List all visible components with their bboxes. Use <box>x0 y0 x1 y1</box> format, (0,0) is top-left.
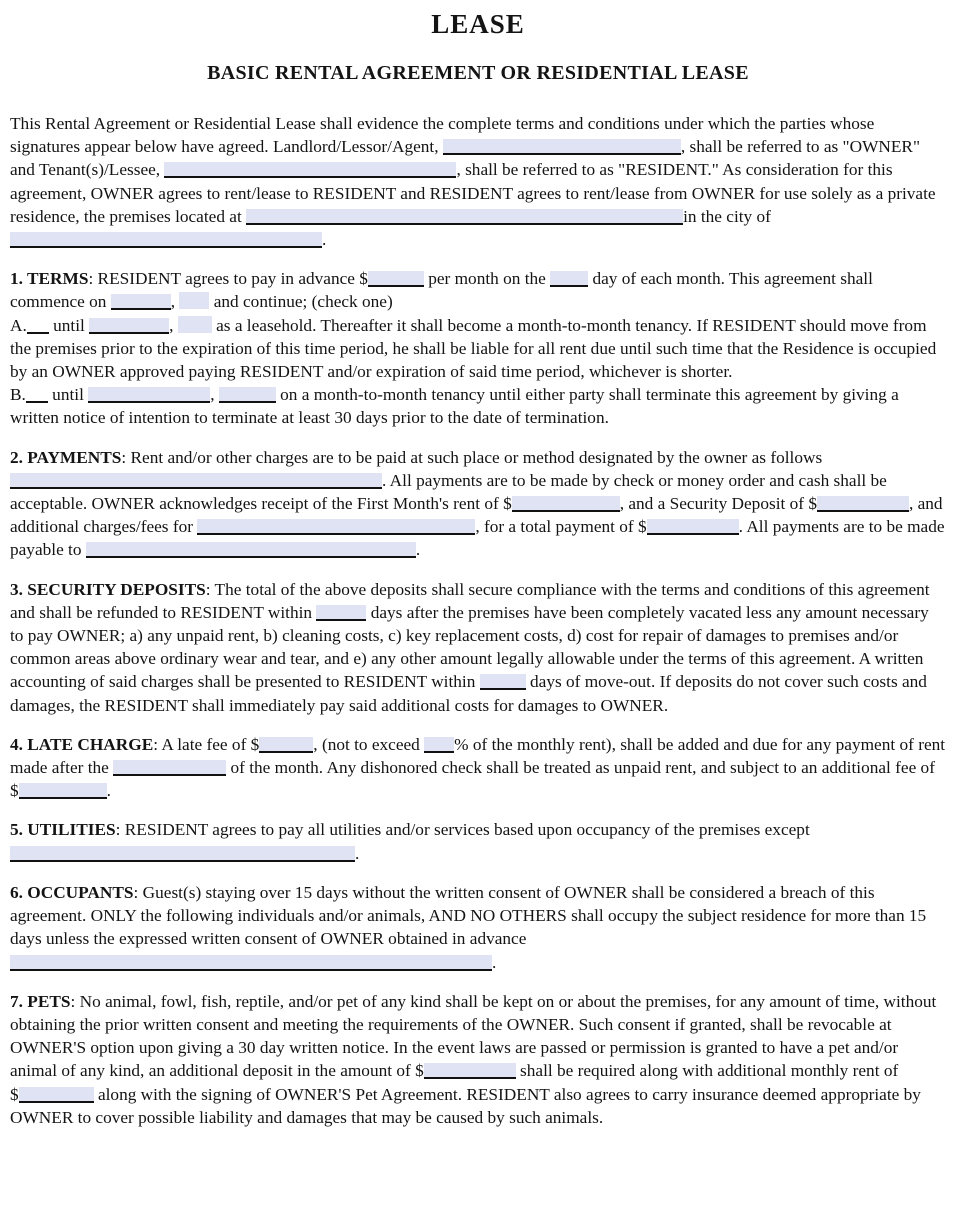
field-monthly-rent-amount[interactable] <box>359 269 424 288</box>
text-run: as a leasehold. Thereafter it shall become a month-to-month tenancy. If RESIDENT should move from the premises prior to the expiration of this time period, he shall be liable for all rent due until such time that the Residence is occupied by an OWNER approved paying RESIDENT and/or expiration of said time period, whichever is shorter. <box>10 315 937 382</box>
text-run: until <box>47 385 89 405</box>
field-dishonored-check-fee[interactable] <box>10 781 107 800</box>
text-run: in the city of <box>683 206 771 226</box>
field-rent-due-day[interactable] <box>550 269 588 288</box>
currency-prefix: $ <box>10 1084 19 1104</box>
blank-additional-charges-fees-for[interactable] <box>197 519 475 535</box>
section-heading: 2. PAYMENTS <box>10 447 122 467</box>
currency-prefix: $ <box>359 269 368 289</box>
blank-approved-occupants[interactable] <box>10 955 492 971</box>
section-heading: 3. SECURITY DEPOSITS <box>10 579 206 599</box>
blank-late-fee-max-percent[interactable] <box>424 737 454 753</box>
field-option-a-end-date[interactable] <box>89 316 169 335</box>
text-run: of the monthly rent), shall be added and due for any payment of rent made after the <box>10 734 946 778</box>
document-title: LEASE <box>431 9 525 39</box>
text-run: , and a Security Deposit of <box>619 494 809 514</box>
text-run: until <box>48 315 90 335</box>
blank-dishonored-check-fee[interactable] <box>19 783 107 799</box>
blank-pet-additional-monthly-rent[interactable] <box>19 1087 94 1103</box>
field-option-a-end-year[interactable] <box>178 316 212 335</box>
text-run: . <box>415 540 421 560</box>
section-heading: 6. OCCUPANTS <box>10 882 134 902</box>
blank-pet-additional-deposit[interactable] <box>424 1063 516 1079</box>
intro-paragraph <box>10 112 946 251</box>
text-run: , <box>169 315 178 335</box>
text-run: , <box>170 292 180 312</box>
field-additional-charges-fees-for[interactable] <box>197 517 475 536</box>
text-run: This Rental Agreement or Residential Lease shall evidence the complete terms and conditions under which the parties whose signatures appear below have agreed. Landlord/Lessor/Agent, <box>10 114 875 157</box>
section-heading: 5. UTILITIES <box>10 820 116 840</box>
blank-landlord-lessor-agent[interactable] <box>443 139 681 155</box>
text-run: . <box>355 843 360 863</box>
field-commencement-date[interactable] <box>111 292 171 311</box>
blank-commencement-year[interactable] <box>179 292 209 309</box>
blank-rent-due-day[interactable] <box>550 271 588 287</box>
blank-deposit-refund-days[interactable] <box>316 605 366 621</box>
blank-option-b-end-date[interactable] <box>88 387 210 403</box>
text-run: : No animal, fowl, fish, reptile, and/or pet of any kind shall be kept on or about the premises, for any amount of time, without obtaining the prior written consent and meeting the requirements of the OWNER. Such consent if granted, shall be revocable at OWNER'S option upon giving a 30 day written notice. In the event laws are passed or permission is granted to have a pet and/or animal of any kind, an additional deposit in the amount of <box>10 991 937 1081</box>
field-tenant-lessee[interactable] <box>164 160 456 179</box>
section-heading: 7. PETS <box>10 991 71 1011</box>
currency-prefix: $ <box>503 494 512 514</box>
lease-document <box>10 6 946 1129</box>
blank-charges-accounting-days[interactable] <box>480 674 526 690</box>
text-run: days of move-out. If deposits do not cover such costs and damages, the RESIDENT shall immediately pay said additional costs for damages to OWNER. <box>10 672 927 715</box>
field-landlord-lessor-agent[interactable] <box>443 137 681 156</box>
section-late-charge <box>10 733 946 803</box>
document-subtitle: BASIC RENTAL AGREEMENT OR RESIDENTIAL LEASE <box>207 62 749 84</box>
field-pet-additional-monthly-rent[interactable] <box>10 1085 94 1104</box>
text-run: . All payments are to be made payable to <box>10 517 945 560</box>
currency-prefix: $ <box>415 1061 424 1081</box>
text-run: : RESIDENT agrees to pay all utilities and/or services based upon occupancy of the premises except <box>115 820 810 840</box>
blank-option-a-end-year[interactable] <box>178 316 212 333</box>
field-city[interactable] <box>10 230 322 249</box>
currency-prefix: $ <box>10 781 19 801</box>
currency-prefix: $ <box>808 494 817 514</box>
section-utilities <box>10 818 946 864</box>
section-heading: 1. TERMS <box>10 269 89 289</box>
text-run: A. <box>10 315 27 335</box>
text-run: per month on the <box>423 269 551 289</box>
text-run: days after the premises have been completely vacated less any amount necessary to pay OWNER; a) any unpaid rent, b) cleaning costs, c) key replacement costs, d) cost for repair of damages to premises and/or common areas above ordinary wear and tear, and e) any other amount legally allowable under the terms of this agreement. A written accounting of said charges shall be presented to RESIDENT within <box>10 602 929 692</box>
field-late-fee-max-percent[interactable] <box>424 735 468 754</box>
text-run: . All payments are to be made by check or money order and cash shall be acceptable. OWNER acknowledges receipt of the First Month's rent of <box>10 470 887 514</box>
field-option-b-end-year[interactable] <box>219 385 276 404</box>
text-run: : A late fee of <box>153 734 251 754</box>
blank-commencement-date[interactable] <box>111 294 171 310</box>
currency-prefix: $ <box>638 517 647 537</box>
blank-late-after-day[interactable] <box>113 760 226 776</box>
blank-premises-address[interactable] <box>246 209 683 225</box>
text-run: on a month-to-month tenancy until either party shall terminate this agreement by giving a written notice of intention to terminate at least 30 days prior to the date of termination. <box>10 385 899 428</box>
text-run: , and additional charges/fees for <box>10 494 943 537</box>
text-run: along with the signing of OWNER'S Pet Agreement. RESIDENT also agrees to carry insurance deemed appropriate by OWNER to cover possible liability and damages that may be caused by such animals. <box>10 1084 921 1127</box>
blank-late-fee[interactable] <box>259 737 313 753</box>
section-security-deposits <box>10 578 946 717</box>
text-run: shall be required along with additional monthly rent of <box>515 1061 899 1081</box>
blank-tenant-lessee[interactable] <box>164 162 456 178</box>
blank-security-deposit[interactable] <box>817 496 909 512</box>
text-run: : The total of the above deposits shall secure compliance with the terms and conditions of this agreement and shall be refunded to RESIDENT within <box>10 579 930 622</box>
section-heading: 4. LATE CHARGE <box>10 734 154 754</box>
section-pets <box>10 990 946 1129</box>
text-run: B. <box>10 385 26 405</box>
field-premises-address[interactable] <box>246 207 683 226</box>
text-run: , <box>210 385 219 405</box>
text-run: . <box>106 781 111 801</box>
blank-city[interactable] <box>10 232 322 248</box>
blank-total-payment[interactable] <box>647 519 739 535</box>
text-run: , (not to exceed <box>313 734 425 754</box>
field-late-after-day[interactable] <box>113 758 226 777</box>
blank-monthly-rent-amount[interactable] <box>368 271 424 287</box>
field-option-a-checkbox[interactable] <box>27 316 49 335</box>
blank-option-b-end-year[interactable] <box>219 387 276 403</box>
field-approved-occupants[interactable] <box>10 953 492 972</box>
text-run: , shall be referred to as "RESIDENT." As consideration for this agreement, OWNER agrees to rent/lease to RESIDENT and RESIDENT agrees to rent/lease from OWNER for use solely as a private residence, the premises located at <box>10 160 936 226</box>
field-commencement-year[interactable] <box>179 292 209 311</box>
blank-option-a-end-date[interactable] <box>89 318 169 334</box>
text-run: . <box>492 952 497 972</box>
blank-first-month-rent[interactable] <box>512 496 620 512</box>
field-pet-additional-deposit[interactable] <box>415 1061 516 1080</box>
unit-suffix: % <box>454 734 469 754</box>
field-utilities-exception[interactable] <box>10 844 355 863</box>
blank-option-b-checkbox[interactable] <box>26 387 48 403</box>
text-run: , shall be referred to as "OWNER" and Tenant(s)/Lessee, <box>10 137 921 180</box>
text-run: of the month. Any dishonored check shall be treated as unpaid rent, and subject to an additional fee of <box>226 758 935 778</box>
blank-utilities-exception[interactable] <box>10 846 355 862</box>
field-late-fee[interactable] <box>251 735 314 754</box>
field-charges-accounting-days[interactable] <box>480 672 526 691</box>
text-run: : Guest(s) staying over 15 days without the written consent of OWNER shall be considered a breach of this agreement. ONLY the following individuals and/or animals, AND NO OTHERS shall occupy the subject residence for more than 15 days unless the expressed written consent of OWNER obtained in advance <box>10 882 927 949</box>
text-run: : Rent and/or other charges are to be paid at such place or method designated by the owner as follows <box>121 447 823 467</box>
field-payments-payable-to[interactable] <box>86 540 416 559</box>
section-terms <box>10 267 946 429</box>
field-option-b-end-date[interactable] <box>88 385 210 404</box>
text-run: : RESIDENT agrees to pay in advance <box>88 269 360 289</box>
field-option-b-checkbox[interactable] <box>26 385 48 404</box>
blank-payment-place-or-method[interactable] <box>10 473 382 489</box>
field-total-payment[interactable] <box>638 517 739 536</box>
text-run: . <box>322 230 327 250</box>
currency-prefix: $ <box>250 734 260 754</box>
text-run: , for a total payment of <box>475 517 638 537</box>
field-first-month-rent[interactable] <box>503 494 620 513</box>
blank-payments-payable-to[interactable] <box>86 542 416 558</box>
blank-option-a-checkbox[interactable] <box>27 318 49 334</box>
field-security-deposit[interactable] <box>808 494 909 513</box>
section-occupants <box>10 881 946 974</box>
field-deposit-refund-days[interactable] <box>316 603 366 622</box>
field-payment-place-or-method[interactable] <box>10 471 382 490</box>
text-run: and continue; (check one) <box>209 292 393 312</box>
text-run: day of each month. This agreement shall commence on <box>10 269 873 312</box>
section-payments <box>10 446 946 562</box>
